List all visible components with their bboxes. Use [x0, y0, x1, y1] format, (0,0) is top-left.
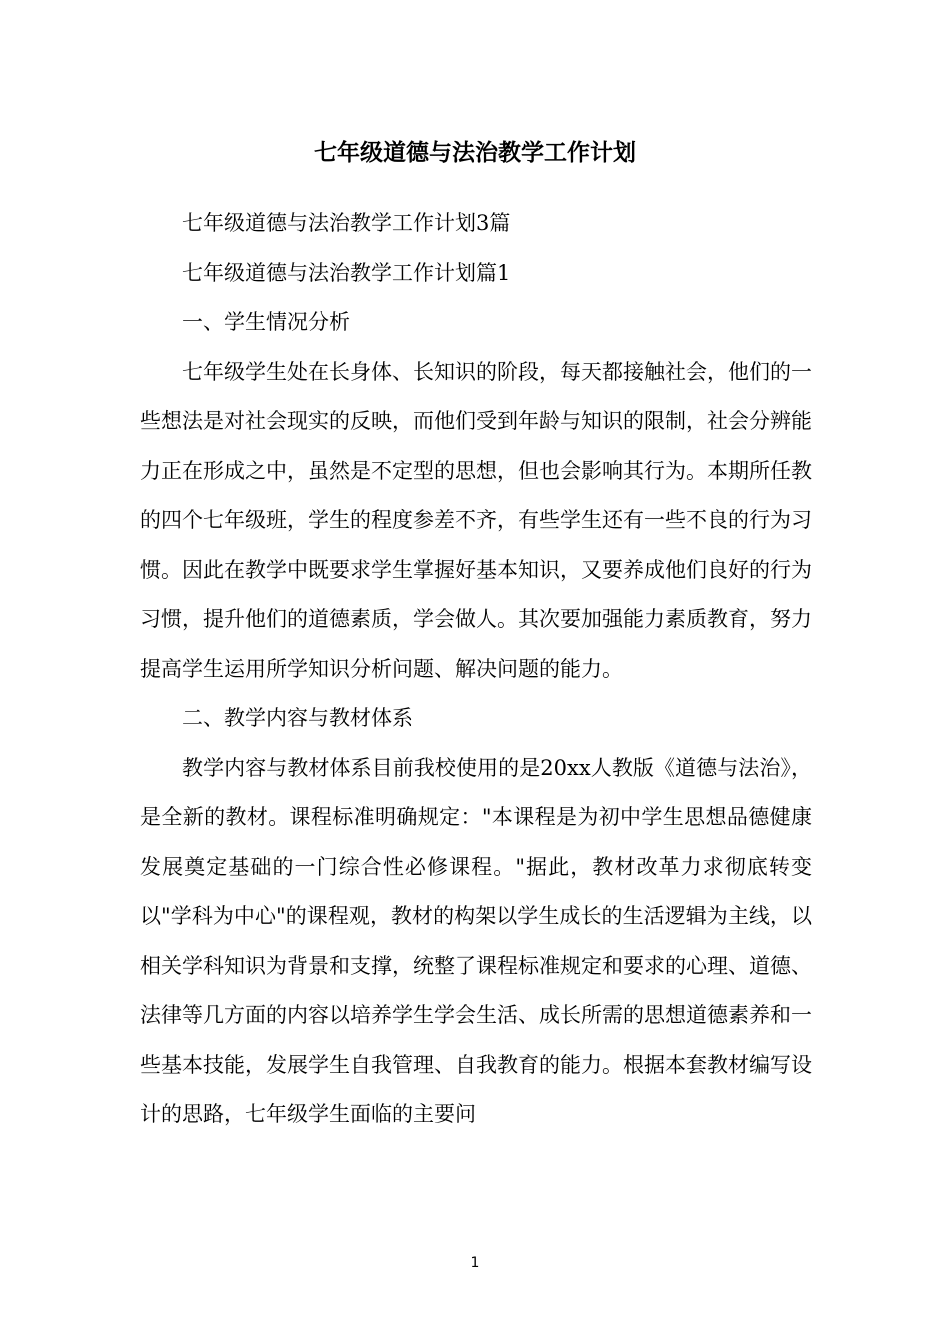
document-body	[140, 199, 812, 1140]
paragraph-teaching-content: 教学内容与教材体系目前我校使用的是20xx人教版《道德与法治》，是全新的教材。课程标准明确规定："本课程是为初中学生思想品德健康发展奠定基础的一门综合性必修课程。"据此，教材改革力求彻底转变以"学科为中心"的课程观，教材的构架以学生成长的生活逻辑为主线，以相关学科知识为背景和支撑，统整了课程标准规定和要求的心理、道德、法律等几方面的内容以培养学生学会生活、成长所需的思想道德素养和一些基本技能，发展学生自我管理、自我教育的能力。根据本套教材编写设计的思路，七年级学生面临的主要问	[140, 755, 812, 1126]
page-number: 1	[470, 1255, 480, 1271]
section-heading-paragraph: 七年级道德与法治教学工作计划篇1	[182, 260, 511, 285]
document-title: 七年级道德与法治教学工作计划	[314, 140, 636, 166]
heading-student-analysis: 一、学生情况分析	[182, 310, 350, 334]
paragraph-student-analysis: 七年级学生处在长身体、长知识的阶段，每天都接触社会，他们的一些想法是对社会现实的反映，而他们受到年龄与知识的限制，社会分辨能力正在形成之中，虽然是不定型的思想，但也会影响其行为。本期所任教的四个七年级班，学生的程度参差不齐，有些学生还有一些不良的行为习惯。因此在教学中既要求学生掌握好基本知识，又要养成他们良好的行为习惯，提升他们的道德素质，学会做人。其次要加强能力素质教育，努力提高学生运用所学知识分析问题、解决问题的能力。	[140, 359, 812, 681]
heading-teaching-content: 二、教学内容与教材体系	[182, 706, 413, 730]
subtitle-paragraph: 七年级道德与法治教学工作计划3篇	[182, 211, 511, 235]
